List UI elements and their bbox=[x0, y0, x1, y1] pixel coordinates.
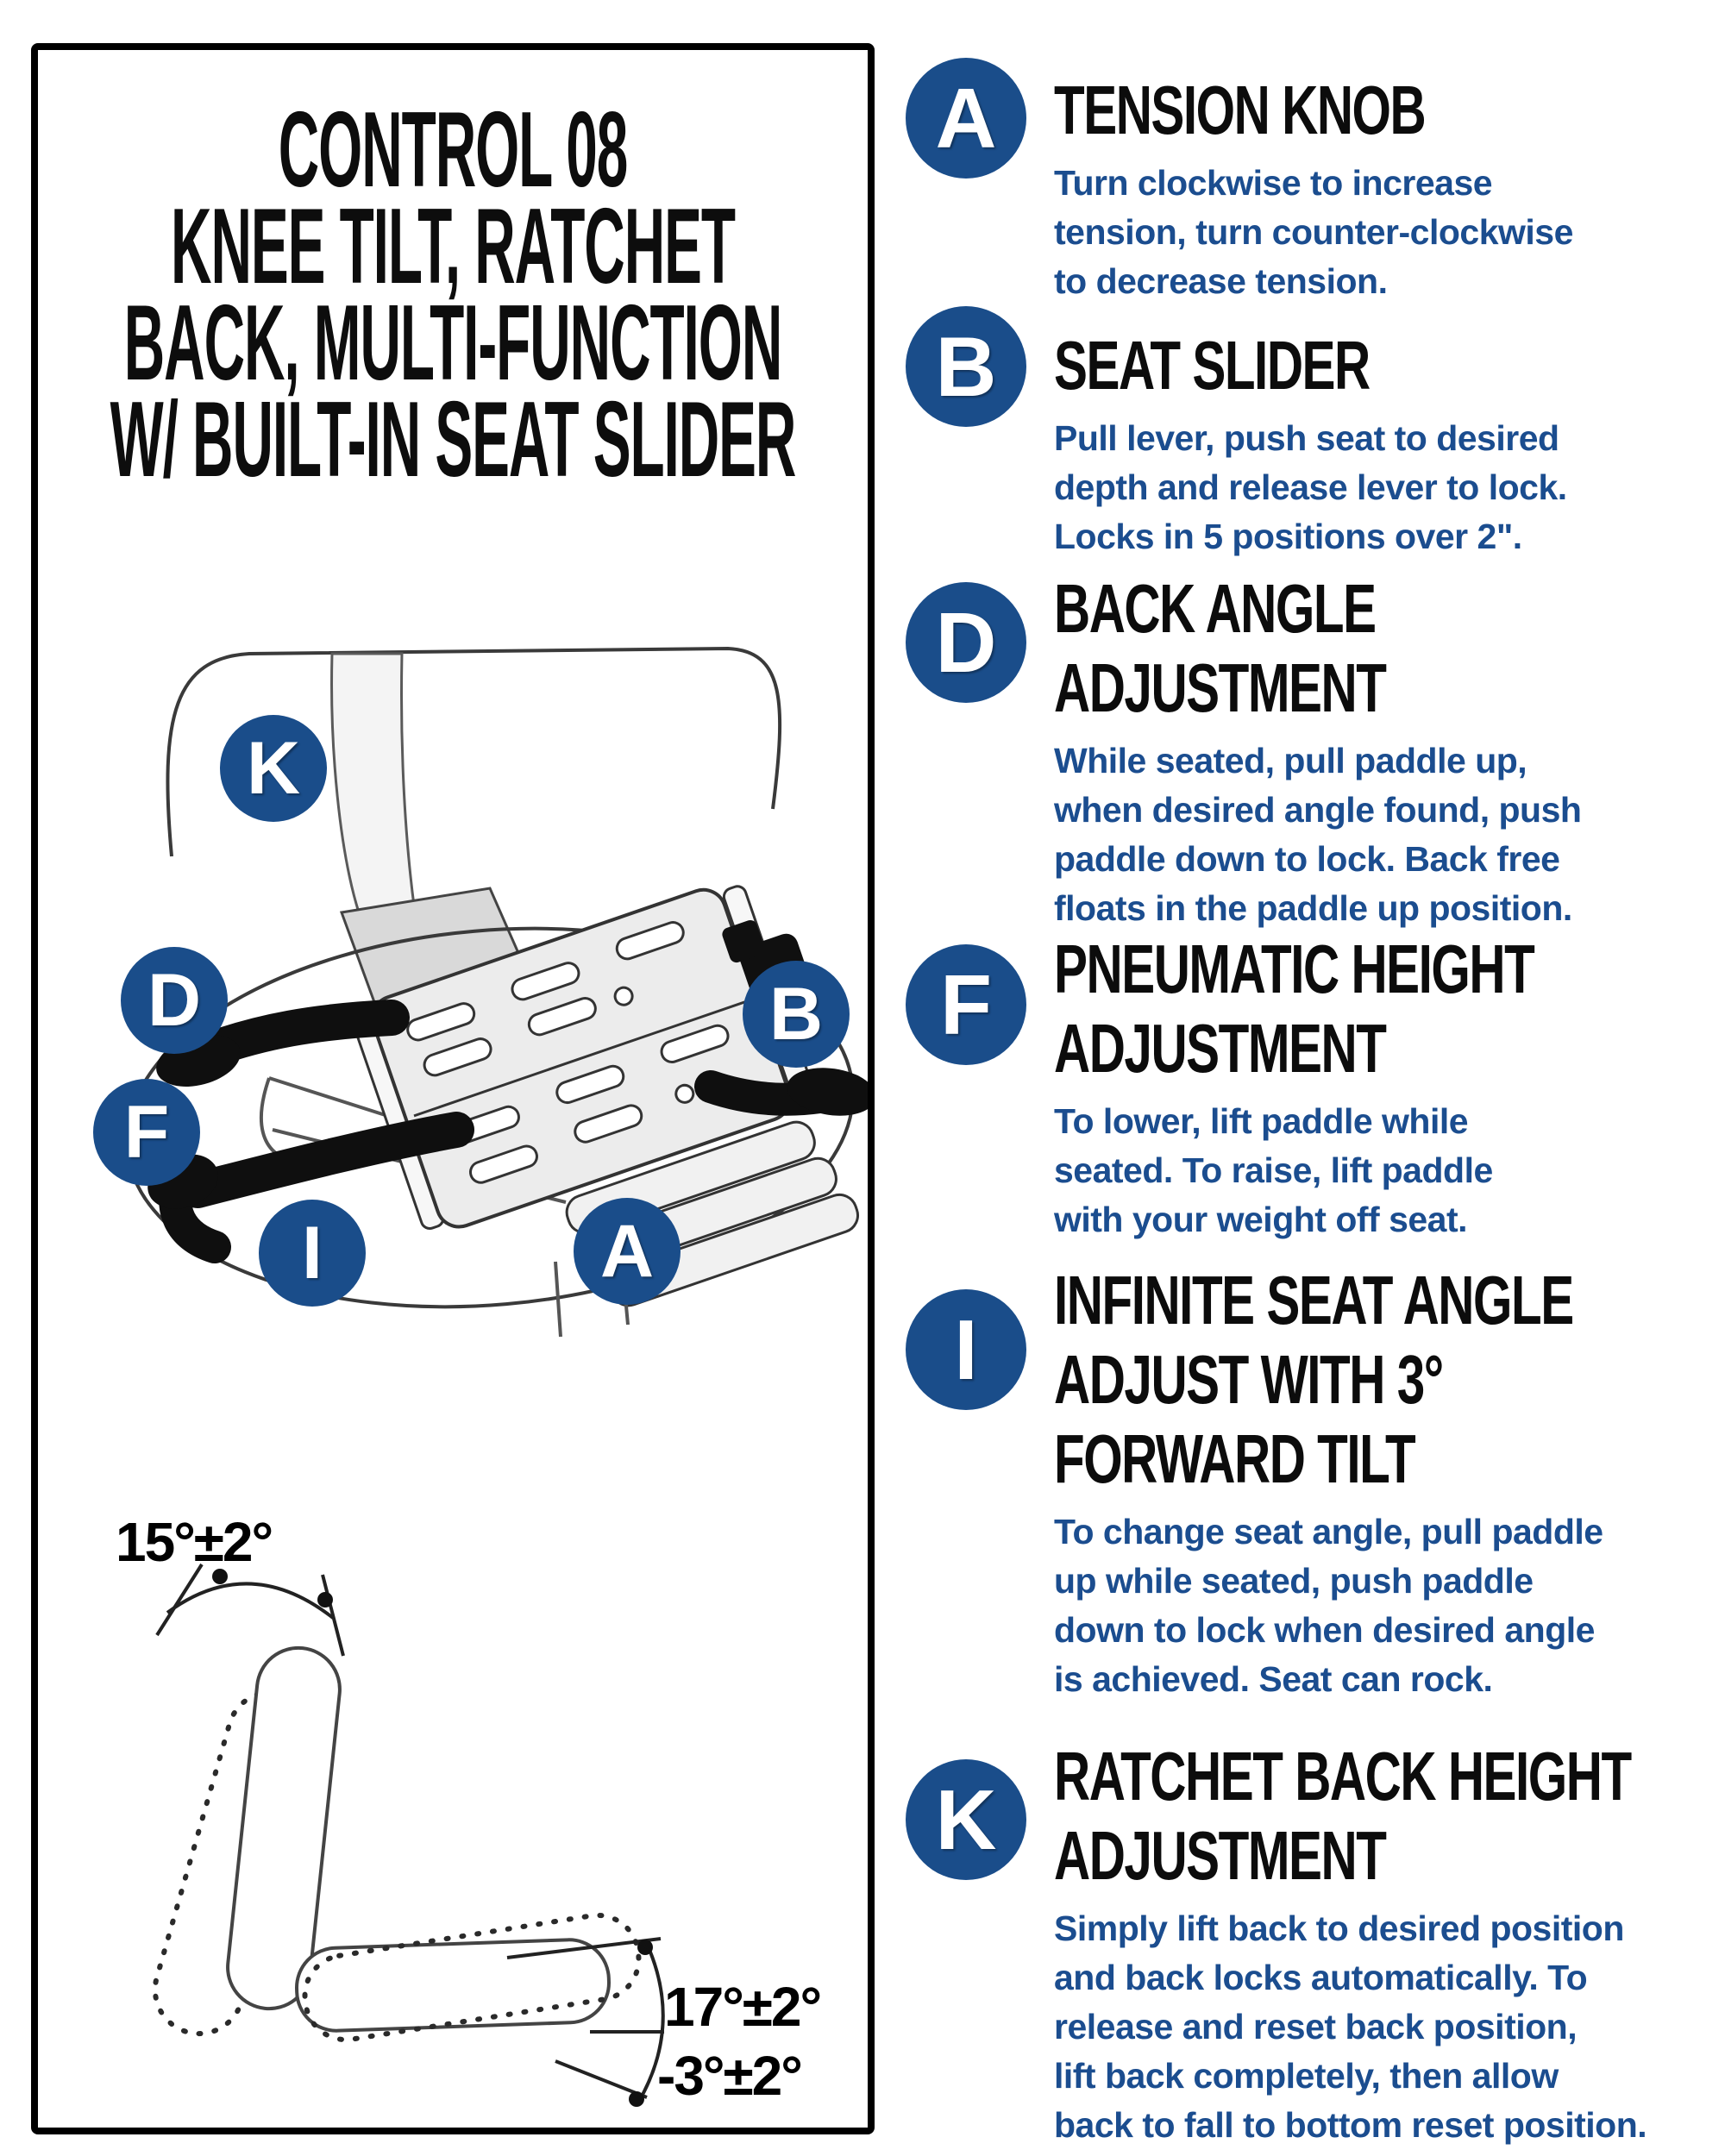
section-heading: TENSION KNOB bbox=[1054, 72, 1426, 148]
section-heading: PNEUMATIC HEIGHT ADJUSTMENT bbox=[1054, 931, 1534, 1087]
badge-f bbox=[906, 944, 1026, 1065]
section-description: To change seat angle, pull paddle up while seated, push paddle down to lock when desired angle is achieved. Seat can rock. bbox=[1054, 1512, 1603, 1699]
section-heading: SEAT SLIDER bbox=[1054, 327, 1370, 404]
badge-letter: F bbox=[940, 956, 992, 1052]
badge-d bbox=[906, 582, 1026, 703]
badge-letter: F bbox=[123, 1090, 170, 1174]
diagram-badge-b bbox=[743, 961, 850, 1068]
diagram-badge-f bbox=[93, 1079, 200, 1186]
section-heading: BACK ANGLE ADJUSTMENT bbox=[1054, 570, 1386, 726]
badge-letter: A bbox=[599, 1209, 655, 1293]
badge-letter: I bbox=[302, 1211, 323, 1294]
seat-up-angle-label: 17°±2° bbox=[664, 1976, 821, 2038]
seat-down-angle-label: -3°±2° bbox=[657, 2045, 801, 2107]
badge-letter: I bbox=[954, 1301, 978, 1397]
badge-letter: K bbox=[246, 726, 301, 810]
badge-k bbox=[906, 1759, 1026, 1880]
badge-letter: D bbox=[935, 594, 997, 690]
diagram-badge-k bbox=[220, 715, 327, 822]
diagram-panel bbox=[31, 43, 875, 2134]
back-tilt-angle-label: 15°±2° bbox=[116, 1511, 273, 1573]
badge-letter: A bbox=[935, 70, 997, 166]
badge-a bbox=[906, 58, 1026, 179]
section-description: To lower, lift paddle while seated. To raise, lift paddle with your weight off seat. bbox=[1054, 1101, 1493, 1239]
feature-list bbox=[888, 0, 1725, 2156]
section-description: Simply lift back to desired position and back locks automatically. To release and reset back position, lift back completely, then allow back to fall to bottom reset position. bbox=[1054, 1908, 1647, 2145]
badge-b bbox=[906, 306, 1026, 427]
section-description: While seated, pull paddle up, when desired angle found, push paddle down to lock. Back free floats in the paddle up position. bbox=[1054, 741, 1582, 928]
section-heading: RATCHET BACK HEIGHT ADJUSTMENT bbox=[1054, 1738, 1631, 1894]
diagram-badge-a bbox=[574, 1198, 681, 1305]
diagram-badge-d bbox=[121, 947, 228, 1054]
diagram-badge-i bbox=[259, 1200, 366, 1307]
section-heading: INFINITE SEAT ANGLE ADJUST WITH 3° FORWARD TILT bbox=[1054, 1262, 1573, 1497]
badge-letter: B bbox=[935, 318, 997, 414]
page-title: CONTROL 08 KNEE TILT, RATCHET BACK, MULTI-FUNCTION W/ BUILT-IN SEAT SLIDER bbox=[110, 91, 796, 499]
section-description: Turn clockwise to increase tension, turn counter-clockwise to decrease tension. bbox=[1054, 163, 1573, 301]
section-description: Pull lever, push seat to desired depth and release lever to lock. Locks in 5 positions over 2". bbox=[1054, 418, 1567, 556]
badge-letter: B bbox=[768, 972, 824, 1056]
badge-letter: D bbox=[147, 958, 202, 1042]
badge-letter: K bbox=[935, 1771, 997, 1867]
badge-i bbox=[906, 1289, 1026, 1410]
